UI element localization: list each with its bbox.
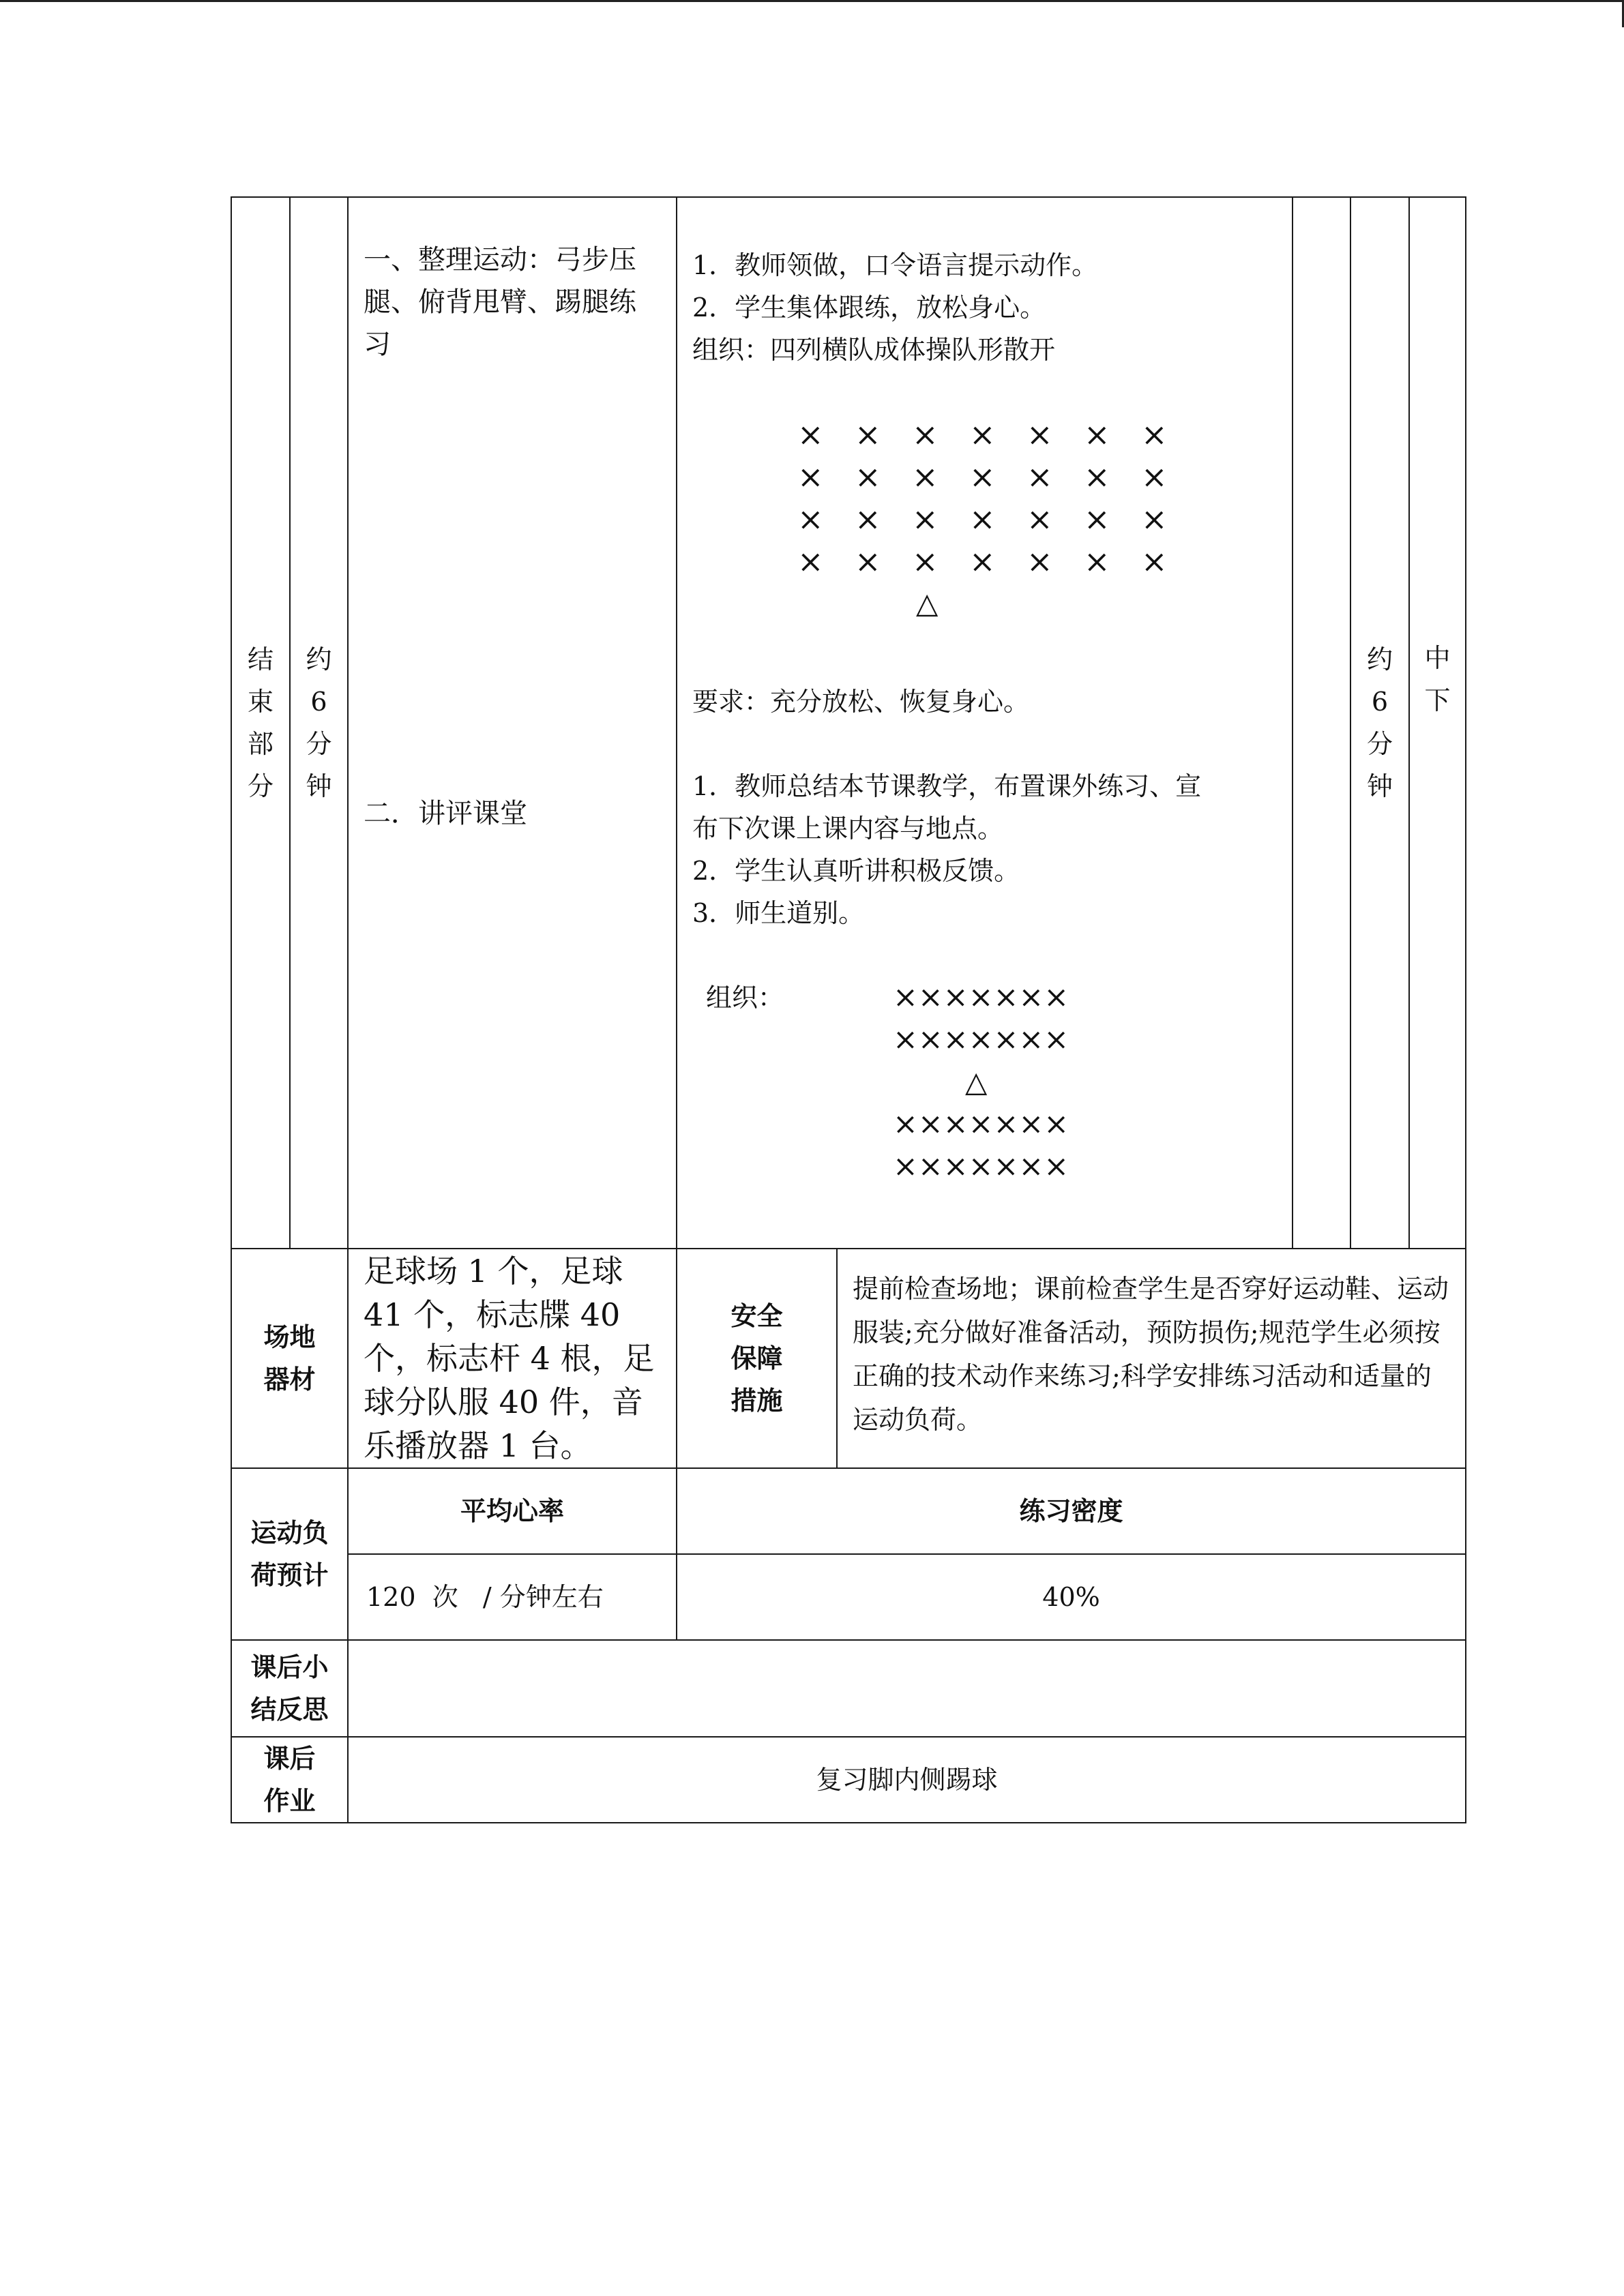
method-step: 2．学生认真听讲积极反馈。 [692,856,1020,886]
reflection-row [231,1640,1466,1737]
student-mark: × [1084,416,1110,453]
student-mark: × [1141,543,1168,580]
safety-measures-text: 提前检查场地；课前检查学生是否穿好运动鞋、运动服装;充分做好准备活动，预防损伤;规范学生必须按正确的技术动作来练习;科学安排练习活动和适量的运动负荷。 [837,1249,1466,1468]
student-row: ××××××× [893,1107,1069,1142]
homework-row [231,1737,1466,1823]
method-step: 布下次课上课内容与地点。 [692,814,1004,844]
student-mark: × [912,458,939,495]
intensity-spacer [1410,721,1465,809]
teacher-mark: △ [916,586,939,620]
lesson-plan-table [231,196,1466,1823]
density-value: 40% [677,1554,1466,1640]
student-mark: × [1141,458,1168,495]
venue-safety-row [231,1249,1466,1468]
closing-section-row [231,197,1466,1249]
method-step: 3．师生道别。 [692,898,865,928]
time-char: 6 [310,687,327,717]
practice-time-char: 分 [1366,729,1393,759]
time-char: 钟 [306,771,332,801]
safety-label-cell [677,1249,837,1468]
student-mark: × [1084,501,1110,537]
intensity-char: 下 [1424,685,1451,715]
heart-rate-header: 平均心率 [348,1468,677,1554]
page-top-border [0,0,1624,2]
load-label-line: 荷预计 [250,1560,329,1590]
load-label-cell [231,1468,348,1640]
student-mark: × [797,416,824,453]
time-char: 约 [306,644,332,674]
teaching-method-cell [677,197,1293,1249]
student-mark: × [855,543,881,580]
content-item-review: 二．讲评课堂 [364,798,527,829]
student-mark: × [797,458,824,495]
student-mark: × [1141,501,1168,537]
section-char: 分 [247,771,274,801]
practice-time-char: 约 [1366,644,1393,674]
safety-label-line: 措施 [730,1385,783,1416]
practice-time-char: 钟 [1366,771,1393,801]
section-char: 部 [247,729,274,759]
heart-rate-value: 120 次 / 分钟左右 [348,1554,677,1640]
time-char: 分 [306,729,332,759]
student-row: ××××××× [893,1022,1069,1057]
practice-time-cell [1350,197,1409,1249]
student-mark: × [912,416,939,453]
content-item-cooldown: 一、整理运动：弓步压腿、俯背甩臂、踢腿练习 [364,244,636,360]
density-header: 练习密度 [677,1468,1466,1554]
organization-label: 组织： [706,983,784,1013]
reflection-label-line: 课后小 [250,1652,329,1682]
reflection-label-line: 结反思 [250,1694,329,1725]
section-time-cell [290,197,348,1249]
safety-label-line: 安全 [730,1300,783,1331]
student-mark: × [855,458,881,495]
section-char: 结 [247,644,274,674]
student-mark: × [1027,416,1053,453]
student-mark: × [1027,458,1053,495]
load-label-line: 运动负 [250,1517,329,1548]
organization-text: 组织：四列横队成体操队形散开 [692,335,1056,365]
reflection-label-cell [231,1640,348,1737]
student-row: ××××××× [893,980,1069,1015]
student-mark: × [1141,416,1168,453]
student-mark: × [1027,543,1053,580]
student-mark: × [1084,543,1110,580]
student-mark: × [1084,458,1110,495]
venue-label-cell [231,1249,348,1468]
student-mark: × [969,501,996,537]
method-step: 1．教师总结本节课教学，布置课外练习、宣 [692,771,1202,801]
venue-equipment-text: 足球场 1 个，足球 41 个，标志牒 40 个，标志杆 4 根，足球分队服 40 件，音乐播放器 1 台。 [348,1249,677,1468]
method-step: 2．学生集体跟练，放松身心。 [692,293,1046,323]
student-mark: × [969,543,996,580]
teacher-mark: △ [965,1065,988,1099]
homework-content: 复习脚内侧踢球 [348,1737,1466,1823]
load-value-row [231,1554,1466,1640]
student-mark: × [1027,501,1053,537]
homework-label-line: 作业 [263,1785,316,1816]
teaching-content-cell [348,197,677,1249]
method-step: 1．教师领做，口令语言提示动作。 [692,250,1098,280]
student-mark: × [969,416,996,453]
section-char: 束 [247,687,274,717]
homework-label-cell [231,1737,348,1823]
venue-label-line: 器材 [263,1364,316,1395]
student-mark: × [797,501,824,537]
student-mark: × [797,543,824,580]
load-header-row [231,1468,1466,1554]
venue-label-line: 场地 [263,1322,316,1352]
student-row: ××××××× [893,1149,1069,1184]
homework-label-line: 课后 [263,1743,316,1774]
section-name-cell [231,197,290,1249]
intensity-cell [1409,197,1466,1249]
empty-cell [1293,197,1350,1249]
student-mark: × [855,416,881,453]
method-block [677,198,1292,1247]
requirement-text: 要求：充分放松、恢复身心。 [692,687,1030,717]
student-mark: × [912,543,939,580]
safety-label-line: 保障 [730,1343,783,1373]
practice-time-char: 6 [1371,687,1389,717]
student-mark: × [969,458,996,495]
intensity-char: 中 [1424,643,1451,673]
student-mark: × [912,501,939,537]
student-mark: × [855,501,881,537]
reflection-content [348,1640,1466,1737]
